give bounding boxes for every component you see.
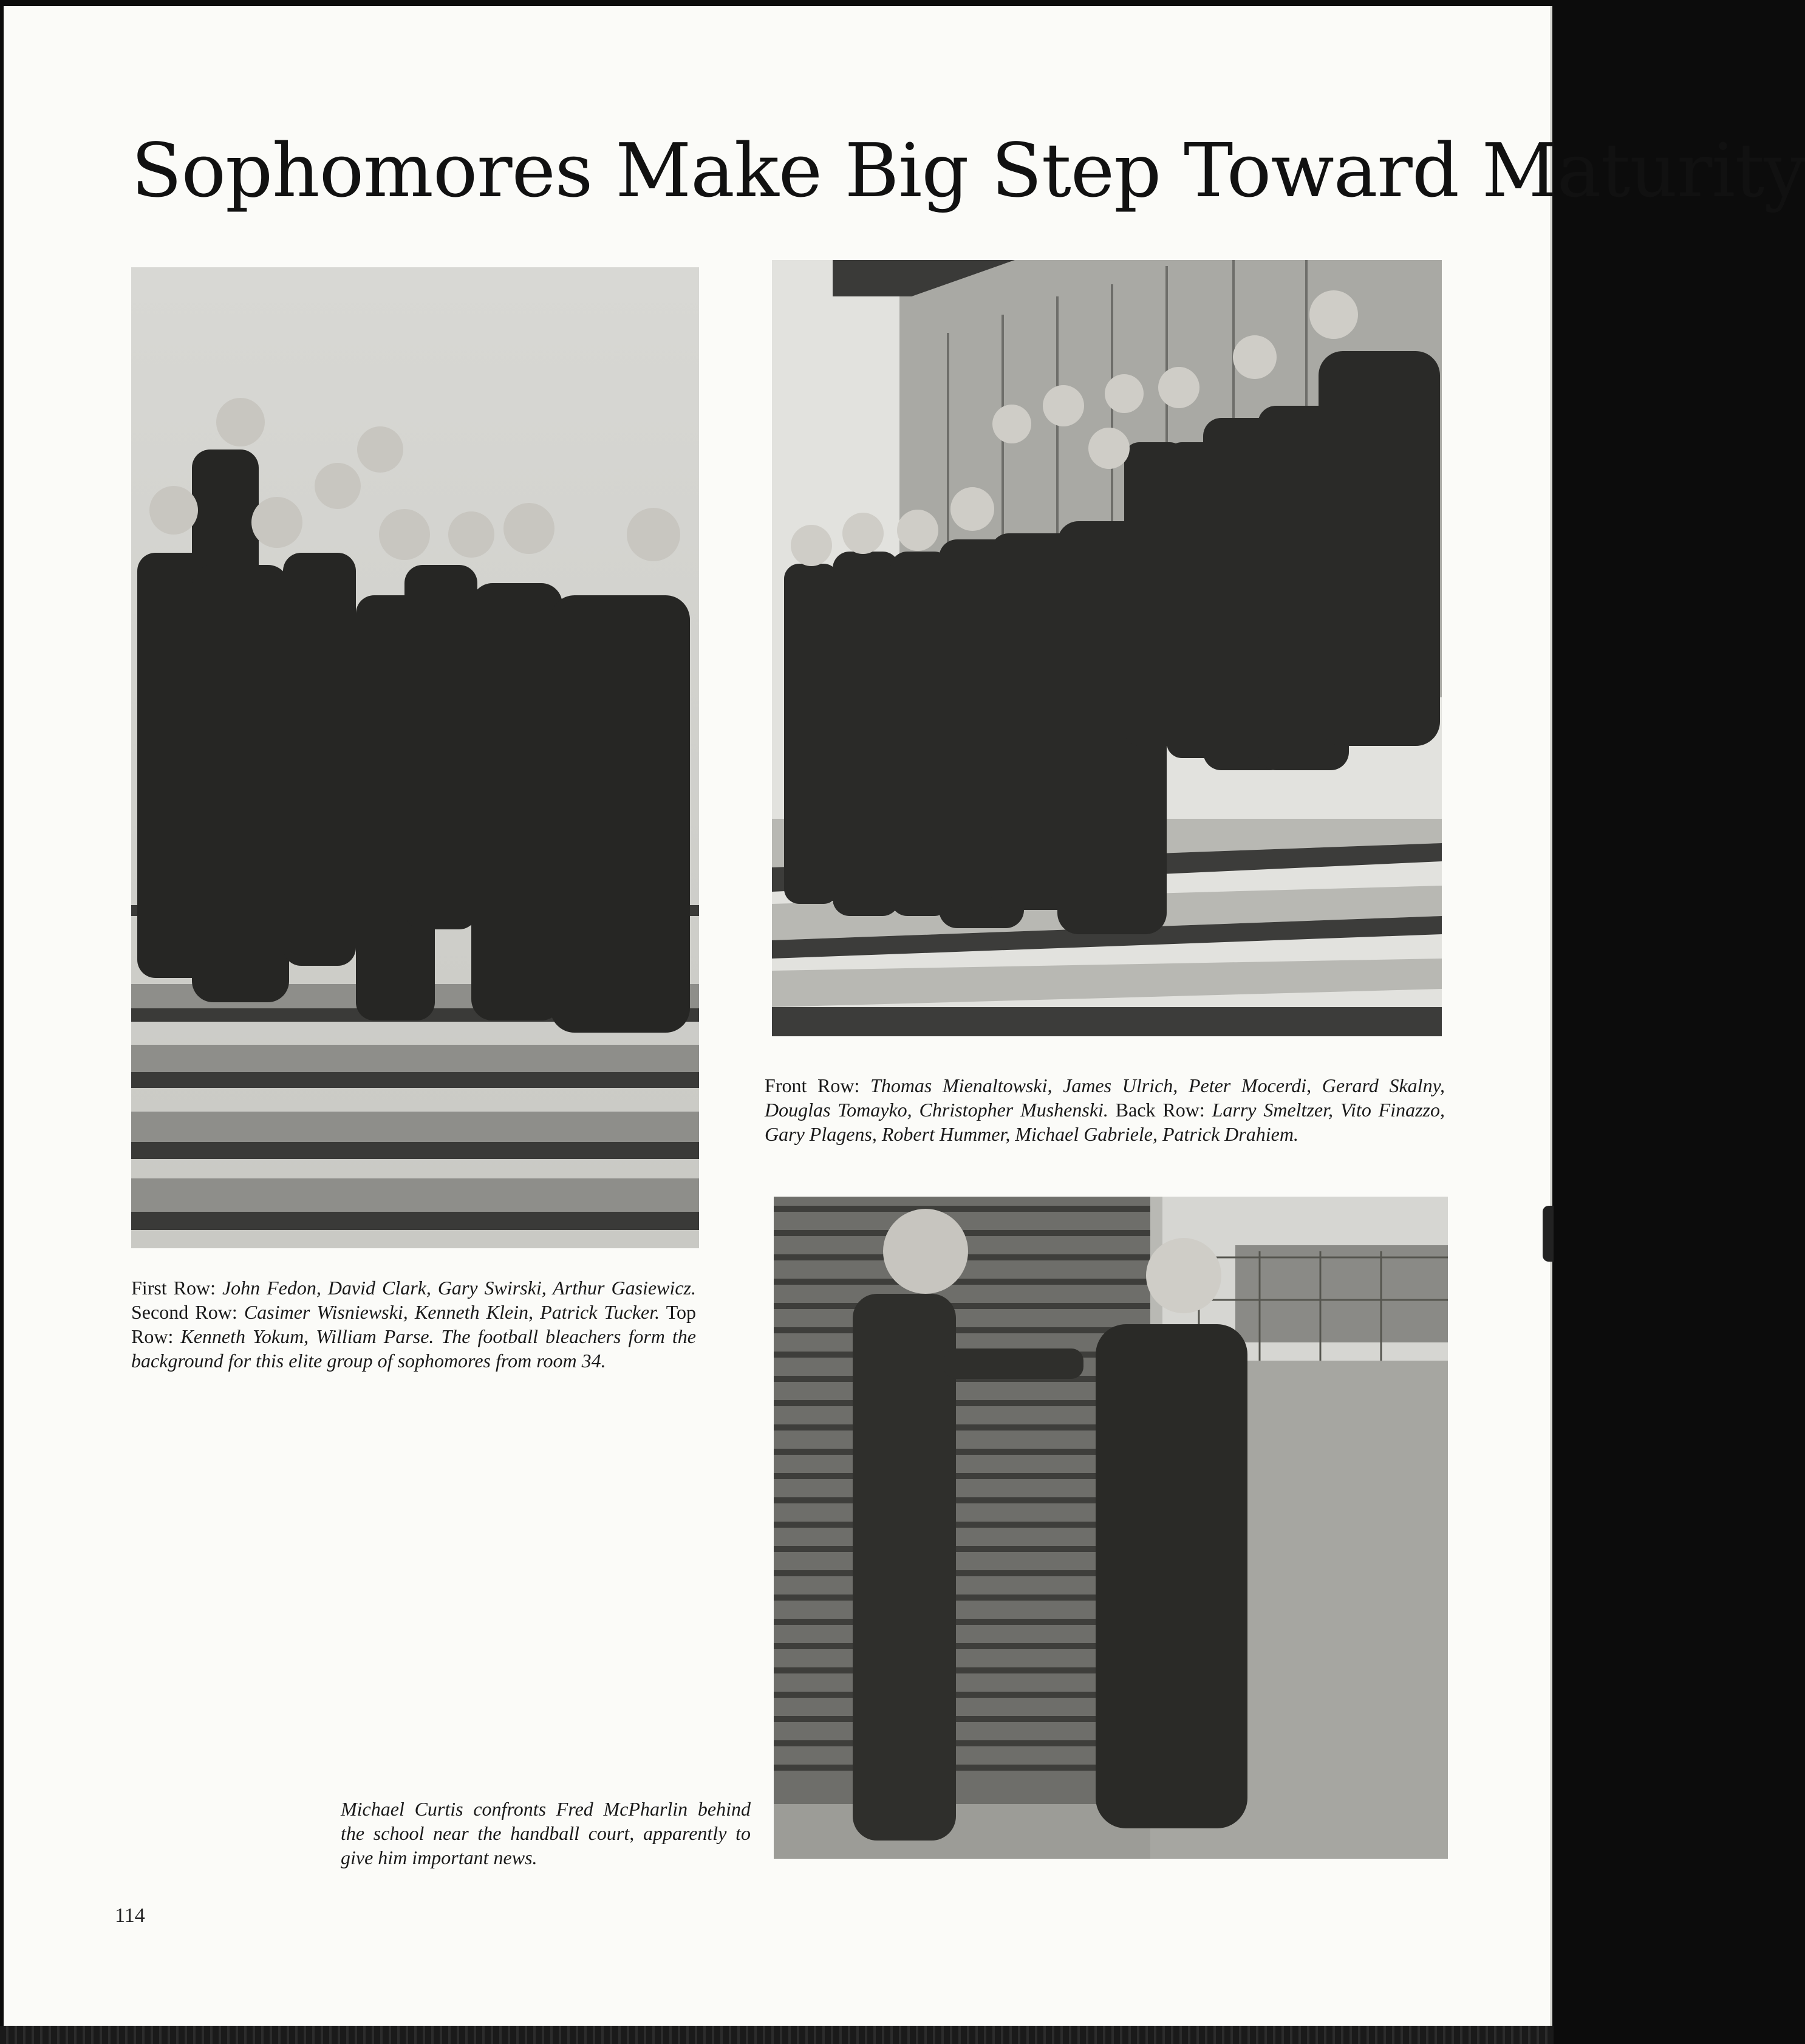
caption-label: Back Row: [1108,1099,1212,1121]
photo-bleachers-image [131,267,699,1248]
caption-names: John Fedon, David Clark, Gary Swirski, Arthur Gasiewicz. [222,1277,697,1299]
caption-label: First Row: [131,1277,222,1299]
caption-label: Front Row: [765,1075,871,1096]
caption-names: Kenneth Yokum, William Parse. The football bleachers form the background for this elite group of sophomores from room 34. [131,1325,697,1372]
caption-names: Michael Curtis confronts Fred McPharlin behind the school near the handball court, apparently to give him important news. [341,1798,751,1868]
caption-names: Casimer Wisniewski, Kenneth Klein, Patrick Tucker. [244,1301,660,1323]
binding-mark [1543,1206,1554,1262]
caption-stands-group [765,1073,1445,1146]
caption-names: Larry Smeltzer, Vito Finazzo, Gary Plagens, Robert Hummer, Michael Gabriele, Patrick Drahiem. [765,1099,1445,1145]
photo-stands-image [772,260,1442,1036]
photo-bleachers-group [131,267,699,1248]
yearbook-page [4,6,1805,2026]
caption-label: Top Row: [131,1301,697,1347]
caption-names: Thomas Mienaltowski, James Ulrich, Peter Mocerdi, Gerard Skalny, Douglas Tomayko, Christopher Mushenski. [765,1075,1445,1121]
page-number: 114 [115,1904,145,1927]
photo-stands-group [772,260,1442,1036]
photo-handball-court [774,1197,1448,1859]
photo-handball-image [774,1197,1448,1859]
page-title: Sophomores Make Big Step Toward Maturity [131,128,1805,214]
caption-handball-court [341,1797,751,1870]
scan-edge [0,2026,1554,2044]
caption-bleachers-group [131,1276,696,1373]
caption-label: Second Row: [131,1301,244,1323]
